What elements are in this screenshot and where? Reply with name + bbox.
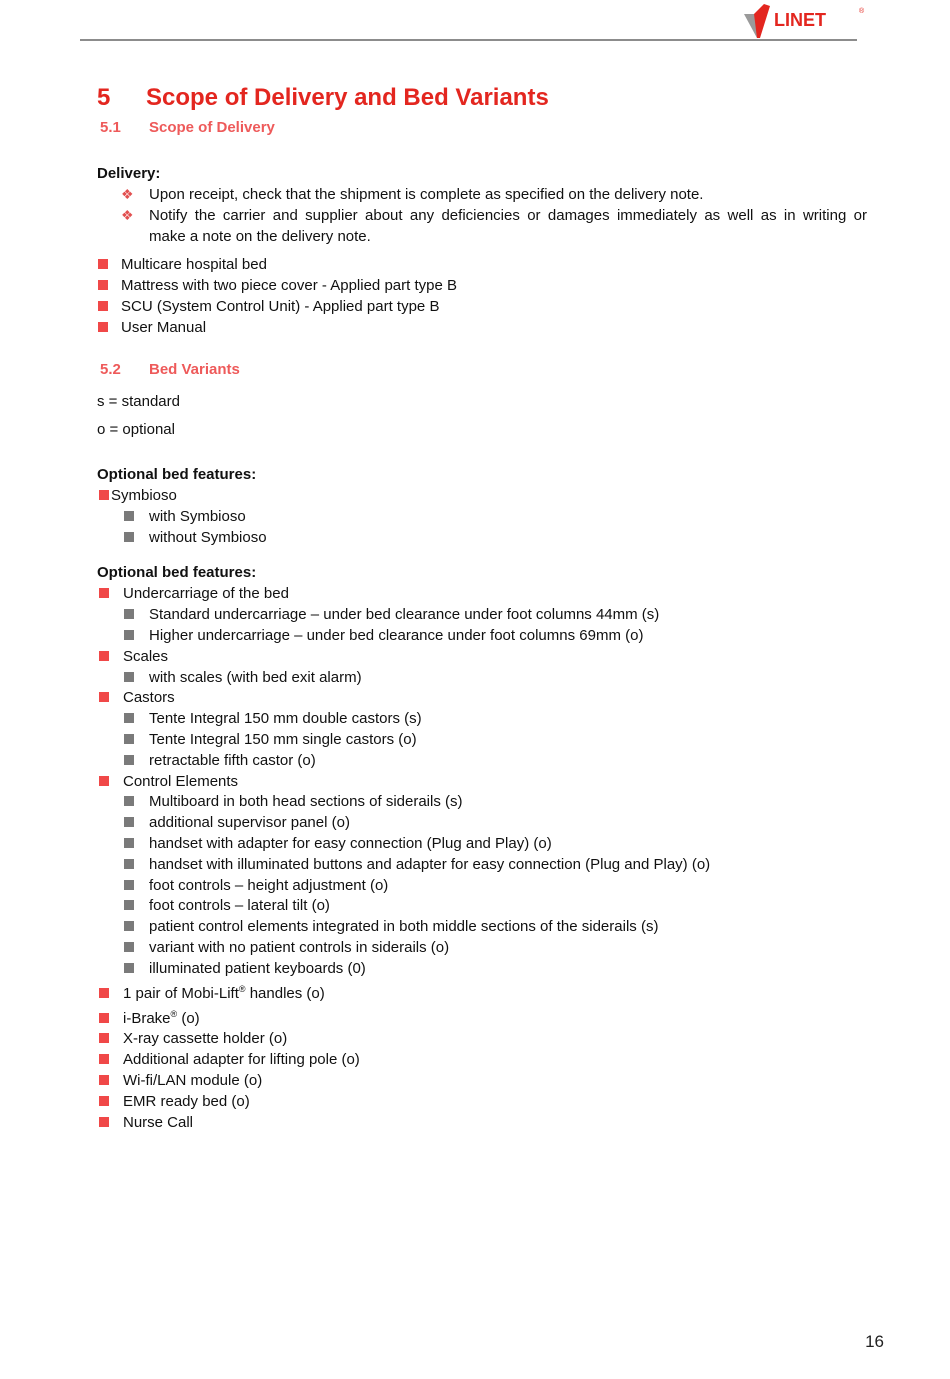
mobilift-suffix: handles (o)	[245, 985, 325, 1002]
square-bullet-icon	[99, 776, 109, 786]
feature-item: X-ray cassette holder (o)	[123, 1030, 288, 1047]
feature-mobilift	[123, 985, 325, 1003]
feature-item: illuminated patient keyboards (0)	[149, 960, 366, 977]
ibrake-name: i-Brake	[123, 1010, 171, 1027]
square-bullet-icon	[124, 672, 134, 682]
square-bullet-icon	[124, 713, 134, 723]
delivery-item: Multicare hospital bed	[121, 256, 267, 273]
square-bullet-icon	[99, 490, 109, 500]
brand-registered-mark: ®	[859, 8, 865, 15]
delivery-item: SCU (System Control Unit) - Applied part type B	[121, 298, 440, 315]
square-bullet-icon	[124, 942, 134, 952]
feature-item: EMR ready bed (o)	[123, 1093, 250, 1110]
square-bullet-icon	[99, 692, 109, 702]
delivery-item: Mattress with two piece cover - Applied part type B	[121, 277, 457, 294]
square-bullet-icon	[99, 588, 109, 598]
square-bullet-icon	[99, 1054, 109, 1064]
square-bullet-icon	[124, 609, 134, 619]
feature-item: Nurse Call	[123, 1114, 194, 1131]
delivery-note-1: Upon receipt, check that the shipment is complete as specified on the delivery note.	[149, 186, 704, 203]
subsection-2-number: 5.2	[100, 361, 121, 378]
feature-item: foot controls – height adjustment (o)	[149, 877, 389, 894]
feature-item: Wi-fi/LAN module (o)	[123, 1072, 263, 1089]
feature-group-control: Control Elements	[123, 773, 239, 790]
feature-item: patient control elements integrated in both middle sections of the siderails (s)	[149, 918, 659, 935]
feature-group-undercarriage: Undercarriage of the bed	[123, 585, 289, 602]
square-bullet-icon	[99, 651, 109, 661]
feature-item: retractable fifth castor (o)	[149, 752, 316, 769]
feature-group-scales: Scales	[123, 648, 169, 665]
square-bullet-icon	[124, 838, 134, 848]
delivery-heading: Delivery:	[97, 165, 161, 182]
square-bullet-icon	[98, 280, 108, 290]
feature-item: Multiboard in both head sections of siderails (s)	[149, 793, 463, 810]
feature-item: with scales (with bed exit alarm)	[149, 669, 362, 686]
registered-mark: ®	[238, 984, 246, 994]
page-number: 16	[865, 1332, 884, 1351]
square-bullet-icon	[124, 630, 134, 640]
square-bullet-icon	[124, 817, 134, 827]
delivery-item: User Manual	[121, 319, 207, 336]
section-number: 5	[97, 84, 111, 111]
square-bullet-icon	[99, 1013, 109, 1023]
square-bullet-icon	[124, 755, 134, 765]
feature-item: with Symbioso	[149, 508, 246, 525]
brand-name: LINET	[774, 10, 826, 30]
feature-item: foot controls – lateral tilt (o)	[149, 897, 330, 914]
square-bullet-icon	[99, 1075, 109, 1085]
square-bullet-icon	[124, 900, 134, 910]
feature-item: Higher undercarriage – under bed clearance under foot columns 69mm (o)	[149, 627, 644, 644]
feature-item: additional supervisor panel (o)	[149, 814, 350, 831]
feature-item: handset with illuminated buttons and adapter for easy connection (Plug and Play) (o)	[149, 856, 711, 873]
feature-item: handset with adapter for easy connection (Plug and Play) (o)	[149, 835, 552, 852]
square-bullet-icon	[98, 301, 108, 311]
square-bullet-icon	[98, 259, 108, 269]
feature-item: Additional adapter for lifting pole (o)	[123, 1051, 360, 1068]
features-heading-1: Optional bed features:	[97, 466, 257, 483]
square-bullet-icon	[124, 796, 134, 806]
feature-ibrake	[123, 1010, 200, 1028]
square-bullet-icon	[99, 1117, 109, 1127]
feature-item: Tente Integral 150 mm double castors (s)	[149, 710, 422, 727]
square-bullet-icon	[99, 1096, 109, 1106]
square-bullet-icon	[124, 532, 134, 542]
section-title: Scope of Delivery and Bed Variants	[146, 84, 549, 111]
feature-item: variant with no patient controls in siderails (o)	[149, 939, 450, 956]
feature-item: Standard undercarriage – under bed clearance under foot columns 44mm (s)	[149, 606, 660, 623]
legend-optional: o = optional	[97, 421, 175, 438]
feature-item: without Symbioso	[149, 529, 267, 546]
square-bullet-icon	[124, 511, 134, 521]
square-bullet-icon	[99, 988, 109, 998]
feature-group-symbioso: Symbioso	[111, 487, 177, 504]
ibrake-suffix: (o)	[177, 1010, 200, 1027]
square-bullet-icon	[124, 963, 134, 973]
square-bullet-icon	[124, 880, 134, 890]
feature-item: Tente Integral 150 mm single castors (o)	[149, 731, 417, 748]
linet-logo-mark	[742, 2, 866, 40]
diamond-bullet-icon: ❖	[121, 207, 134, 223]
linet-logo	[742, 2, 866, 40]
square-bullet-icon	[124, 734, 134, 744]
square-bullet-icon	[124, 921, 134, 931]
subsection-1-title: Scope of Delivery	[149, 119, 275, 136]
subsection-2-title: Bed Variants	[149, 361, 240, 378]
delivery-note-2-cont: make a note on the delivery note.	[149, 228, 371, 245]
mobilift-name: 1 pair of Mobi-Lift	[123, 985, 239, 1002]
feature-group-castors: Castors	[123, 689, 175, 706]
header-divider	[80, 39, 857, 41]
subsection-1-number: 5.1	[100, 119, 121, 136]
legend-standard: s = standard	[97, 393, 180, 410]
square-bullet-icon	[99, 1033, 109, 1043]
diamond-bullet-icon: ❖	[121, 186, 134, 202]
delivery-note-2: Notify the carrier and supplier about any deficiencies or damages immediately as well as in writing or	[149, 207, 867, 224]
features-heading-2: Optional bed features:	[97, 564, 257, 581]
registered-mark: ®	[170, 1009, 178, 1019]
square-bullet-icon	[98, 322, 108, 332]
square-bullet-icon	[124, 859, 134, 869]
